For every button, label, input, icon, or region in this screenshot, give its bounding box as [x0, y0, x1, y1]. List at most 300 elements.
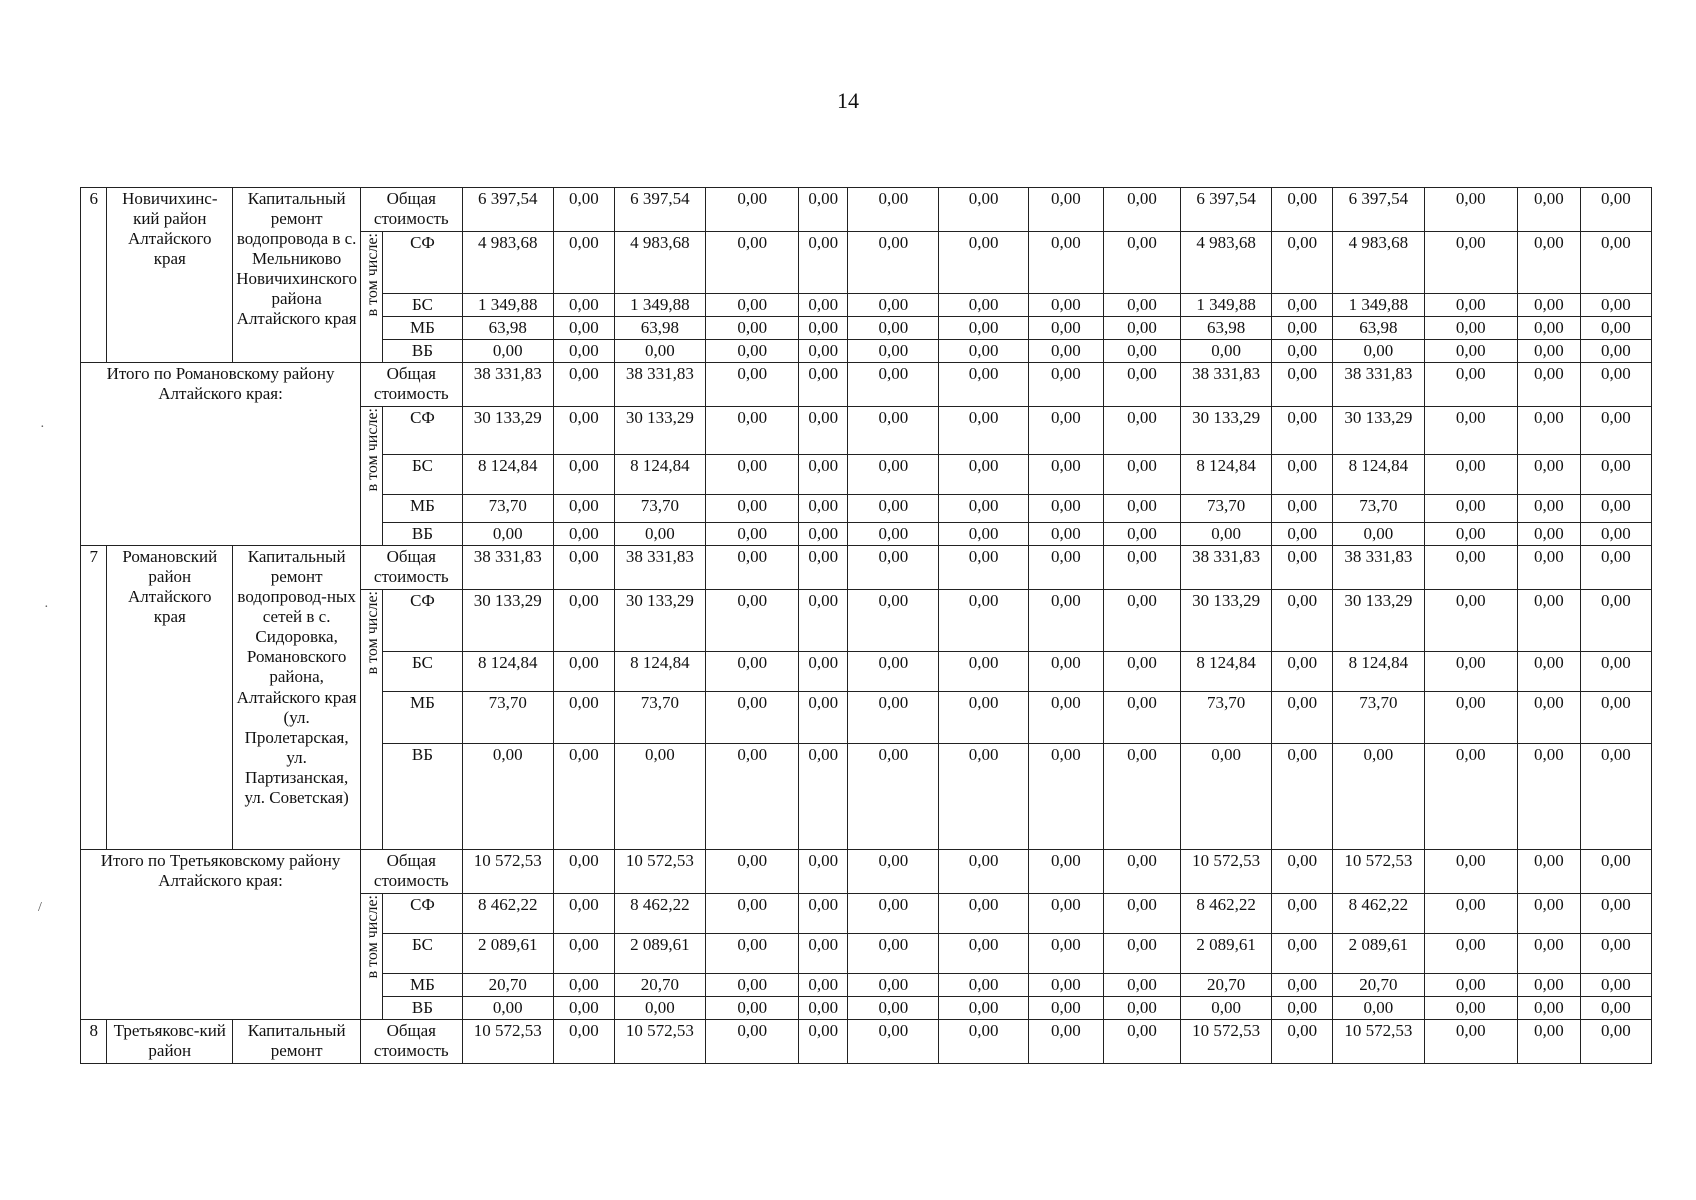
value-cell: 0,00: [1517, 407, 1580, 455]
value-cell: 0,00: [1272, 363, 1333, 407]
value-cell: 8 124,84: [462, 455, 553, 495]
value-cell: 0,00: [799, 232, 848, 294]
table-row: [81, 546, 1652, 590]
value-cell: 8 124,84: [1333, 652, 1424, 692]
value-cell: 10 572,53: [1181, 1020, 1272, 1064]
value-cell: 6 397,54: [462, 188, 553, 232]
value-cell: 0,00: [1103, 652, 1180, 692]
value-cell: 0,00: [553, 1020, 614, 1064]
cost-type: БС: [383, 294, 462, 317]
value-cell: 0,00: [553, 188, 614, 232]
value-cell: 0,00: [1580, 363, 1651, 407]
cost-type: БС: [383, 934, 462, 974]
value-cell: 30 133,29: [1181, 590, 1272, 652]
value-cell: 0,00: [1517, 997, 1580, 1020]
value-cell: 0,00: [1580, 850, 1651, 894]
value-cell: 1 349,88: [1333, 294, 1424, 317]
value-cell: 8 124,84: [462, 652, 553, 692]
value-cell: 0,00: [706, 850, 799, 894]
value-cell: 0,00: [1424, 294, 1517, 317]
value-cell: 0,00: [799, 934, 848, 974]
value-cell: 0,00: [553, 850, 614, 894]
value-cell: 0,00: [1272, 590, 1333, 652]
value-cell: 0,00: [1580, 232, 1651, 294]
value-cell: 0,00: [1103, 894, 1180, 934]
value-cell: 0,00: [553, 934, 614, 974]
value-cell: 0,00: [848, 546, 939, 590]
value-cell: 0,00: [1580, 546, 1651, 590]
value-cell: 0,00: [1424, 455, 1517, 495]
cost-type: БС: [383, 652, 462, 692]
value-cell: 0,00: [462, 523, 553, 546]
value-cell: 73,70: [462, 495, 553, 523]
value-cell: 0,00: [1028, 317, 1103, 340]
value-cell: 30 133,29: [1333, 407, 1424, 455]
value-cell: 0,00: [1517, 340, 1580, 363]
value-cell: 8 124,84: [614, 652, 705, 692]
value-cell: 0,00: [1580, 692, 1651, 744]
value-cell: 0,00: [848, 590, 939, 652]
value-cell: 0,00: [1103, 340, 1180, 363]
value-cell: 0,00: [1517, 894, 1580, 934]
in-total-text: в том числе:: [364, 233, 382, 317]
value-cell: 0,00: [1272, 294, 1333, 317]
value-cell: 0,00: [1580, 455, 1651, 495]
value-cell: 0,00: [706, 495, 799, 523]
value-cell: 0,00: [848, 652, 939, 692]
value-cell: 0,00: [799, 652, 848, 692]
value-cell: 0,00: [1103, 590, 1180, 652]
value-cell: 0,00: [799, 407, 848, 455]
value-cell: 0,00: [1424, 232, 1517, 294]
value-cell: 30 133,29: [614, 407, 705, 455]
value-cell: 4 983,68: [1333, 232, 1424, 294]
value-cell: 1 349,88: [1181, 294, 1272, 317]
value-cell: 0,00: [1272, 692, 1333, 744]
value-cell: 0,00: [1424, 523, 1517, 546]
value-cell: 0,00: [1272, 340, 1333, 363]
value-cell: 0,00: [939, 1020, 1028, 1064]
value-cell: 0,00: [799, 455, 848, 495]
value-cell: 0,00: [553, 546, 614, 590]
value-cell: 0,00: [1424, 974, 1517, 997]
value-cell: 0,00: [1103, 317, 1180, 340]
value-cell: 0,00: [848, 363, 939, 407]
value-cell: 0,00: [1424, 850, 1517, 894]
value-cell: 8 462,22: [462, 894, 553, 934]
value-cell: 30 133,29: [1333, 590, 1424, 652]
value-cell: 0,00: [1272, 317, 1333, 340]
value-cell: 0,00: [1517, 934, 1580, 974]
row-index: 7: [81, 546, 107, 850]
value-cell: 8 124,84: [1181, 455, 1272, 495]
value-cell: 1 349,88: [462, 294, 553, 317]
value-cell: 0,00: [706, 744, 799, 850]
value-cell: 0,00: [1580, 590, 1651, 652]
cost-type: Общая стоимость: [361, 546, 462, 590]
value-cell: 0,00: [553, 317, 614, 340]
value-cell: 30 133,29: [462, 590, 553, 652]
value-cell: 0,00: [939, 546, 1028, 590]
value-cell: 73,70: [462, 692, 553, 744]
value-cell: 0,00: [1272, 744, 1333, 850]
value-cell: 0,00: [848, 997, 939, 1020]
value-cell: 0,00: [1580, 407, 1651, 455]
total-label: Итого по Третьяковскому району Алтайского края:: [81, 850, 361, 1020]
table-row: [81, 363, 1652, 407]
budget-table: [80, 187, 1652, 1064]
value-cell: 0,00: [799, 974, 848, 997]
value-cell: 0,00: [553, 974, 614, 997]
value-cell: 0,00: [706, 894, 799, 934]
value-cell: 0,00: [939, 590, 1028, 652]
value-cell: 30 133,29: [614, 590, 705, 652]
value-cell: 0,00: [1103, 363, 1180, 407]
value-cell: 0,00: [939, 317, 1028, 340]
value-cell: 0,00: [1272, 894, 1333, 934]
value-cell: 0,00: [1103, 744, 1180, 850]
value-cell: 0,00: [1272, 455, 1333, 495]
value-cell: 0,00: [799, 997, 848, 1020]
value-cell: 0,00: [1424, 1020, 1517, 1064]
cost-type: СФ: [383, 407, 462, 455]
work-description: Капитальный ремонт водопровод-ных сетей в с. Сидоровка, Романовского района, Алтайского края (ул. Пролетарская, ул. Партизанская, ул. Советская): [233, 546, 361, 850]
value-cell: 0,00: [799, 317, 848, 340]
value-cell: 0,00: [939, 363, 1028, 407]
value-cell: 20,70: [614, 974, 705, 997]
value-cell: 0,00: [848, 744, 939, 850]
value-cell: 0,00: [1028, 850, 1103, 894]
value-cell: 0,00: [1028, 294, 1103, 317]
value-cell: 0,00: [1103, 934, 1180, 974]
value-cell: 0,00: [1028, 894, 1103, 934]
value-cell: 0,00: [1517, 294, 1580, 317]
value-cell: 0,00: [1028, 590, 1103, 652]
value-cell: 0,00: [848, 407, 939, 455]
work-description: Капитальный ремонт: [233, 1020, 361, 1064]
value-cell: 0,00: [1580, 294, 1651, 317]
value-cell: 0,00: [1103, 692, 1180, 744]
value-cell: 38 331,83: [1181, 363, 1272, 407]
value-cell: 0,00: [706, 974, 799, 997]
cost-type: МБ: [383, 495, 462, 523]
value-cell: 0,00: [848, 340, 939, 363]
value-cell: 8 124,84: [1333, 455, 1424, 495]
value-cell: 0,00: [1580, 317, 1651, 340]
value-cell: 0,00: [553, 232, 614, 294]
value-cell: 0,00: [1028, 363, 1103, 407]
value-cell: 0,00: [1424, 590, 1517, 652]
cost-type: СФ: [383, 894, 462, 934]
value-cell: 0,00: [1028, 692, 1103, 744]
value-cell: 0,00: [799, 850, 848, 894]
value-cell: 63,98: [462, 317, 553, 340]
value-cell: 0,00: [1580, 1020, 1651, 1064]
value-cell: 0,00: [939, 340, 1028, 363]
value-cell: 0,00: [1181, 744, 1272, 850]
value-cell: 0,00: [1272, 974, 1333, 997]
value-cell: 10 572,53: [614, 1020, 705, 1064]
value-cell: 0,00: [848, 523, 939, 546]
value-cell: 0,00: [553, 894, 614, 934]
value-cell: 0,00: [553, 455, 614, 495]
value-cell: 0,00: [1424, 340, 1517, 363]
value-cell: 0,00: [1272, 232, 1333, 294]
value-cell: 38 331,83: [1333, 546, 1424, 590]
value-cell: 0,00: [1103, 850, 1180, 894]
cost-type: МБ: [383, 974, 462, 997]
value-cell: 0,00: [1028, 1020, 1103, 1064]
value-cell: 0,00: [1272, 997, 1333, 1020]
value-cell: 0,00: [1580, 340, 1651, 363]
value-cell: 0,00: [939, 934, 1028, 974]
value-cell: 0,00: [848, 692, 939, 744]
value-cell: 2 089,61: [1181, 934, 1272, 974]
value-cell: 0,00: [553, 407, 614, 455]
value-cell: 0,00: [1028, 340, 1103, 363]
value-cell: 0,00: [1103, 294, 1180, 317]
value-cell: 0,00: [1028, 546, 1103, 590]
value-cell: 0,00: [1424, 692, 1517, 744]
scan-mark: ·: [44, 600, 49, 615]
value-cell: 0,00: [553, 340, 614, 363]
value-cell: 0,00: [1580, 523, 1651, 546]
value-cell: 0,00: [553, 652, 614, 692]
value-cell: 6 397,54: [1181, 188, 1272, 232]
value-cell: 0,00: [848, 1020, 939, 1064]
value-cell: 1 349,88: [614, 294, 705, 317]
value-cell: 0,00: [1272, 850, 1333, 894]
value-cell: 0,00: [462, 340, 553, 363]
value-cell: 0,00: [799, 188, 848, 232]
cost-type: СФ: [383, 232, 462, 294]
region-name: Романовский район Алтайского края: [107, 546, 233, 850]
value-cell: 0,00: [1028, 974, 1103, 997]
value-cell: 0,00: [553, 363, 614, 407]
value-cell: 0,00: [1103, 974, 1180, 997]
value-cell: 0,00: [1333, 997, 1424, 1020]
value-cell: 63,98: [1333, 317, 1424, 340]
value-cell: 0,00: [1028, 232, 1103, 294]
value-cell: 0,00: [799, 294, 848, 317]
value-cell: 0,00: [1333, 744, 1424, 850]
value-cell: 0,00: [1580, 188, 1651, 232]
region-name: Новичихинс-кий район Алтайского края: [107, 188, 233, 363]
value-cell: 0,00: [706, 692, 799, 744]
scan-mark: ·: [40, 420, 45, 435]
value-cell: 0,00: [706, 232, 799, 294]
value-cell: 0,00: [614, 997, 705, 1020]
value-cell: 0,00: [462, 997, 553, 1020]
value-cell: 0,00: [1580, 744, 1651, 850]
value-cell: 0,00: [1517, 850, 1580, 894]
in-total-text: в том числе:: [364, 895, 382, 979]
value-cell: 0,00: [939, 294, 1028, 317]
value-cell: 73,70: [614, 495, 705, 523]
value-cell: 63,98: [614, 317, 705, 340]
value-cell: 0,00: [1272, 407, 1333, 455]
value-cell: 0,00: [1181, 523, 1272, 546]
value-cell: 0,00: [1517, 974, 1580, 997]
value-cell: 0,00: [1103, 523, 1180, 546]
value-cell: 0,00: [939, 692, 1028, 744]
value-cell: 0,00: [1103, 1020, 1180, 1064]
value-cell: 0,00: [553, 692, 614, 744]
value-cell: 0,00: [1517, 188, 1580, 232]
value-cell: 0,00: [848, 850, 939, 894]
value-cell: 0,00: [799, 340, 848, 363]
value-cell: 0,00: [1028, 997, 1103, 1020]
value-cell: 0,00: [706, 652, 799, 692]
cost-type: ВБ: [383, 340, 462, 363]
value-cell: 73,70: [614, 692, 705, 744]
value-cell: 0,00: [1028, 652, 1103, 692]
value-cell: 0,00: [1272, 523, 1333, 546]
value-cell: 0,00: [1103, 232, 1180, 294]
value-cell: 0,00: [614, 340, 705, 363]
value-cell: 0,00: [1181, 340, 1272, 363]
cost-type: БС: [383, 455, 462, 495]
value-cell: 0,00: [1580, 894, 1651, 934]
value-cell: 10 572,53: [614, 850, 705, 894]
value-cell: 8 462,22: [1333, 894, 1424, 934]
value-cell: 0,00: [1028, 934, 1103, 974]
value-cell: 0,00: [706, 523, 799, 546]
value-cell: 0,00: [1272, 495, 1333, 523]
value-cell: 0,00: [799, 894, 848, 934]
in-total-label: [361, 894, 383, 1020]
value-cell: 0,00: [706, 340, 799, 363]
value-cell: 38 331,83: [614, 546, 705, 590]
value-cell: 0,00: [706, 997, 799, 1020]
value-cell: 0,00: [706, 1020, 799, 1064]
value-cell: 0,00: [799, 523, 848, 546]
value-cell: 0,00: [1517, 455, 1580, 495]
value-cell: 0,00: [1272, 934, 1333, 974]
value-cell: 0,00: [1580, 997, 1651, 1020]
value-cell: 0,00: [939, 997, 1028, 1020]
value-cell: 73,70: [1333, 692, 1424, 744]
value-cell: 0,00: [1333, 523, 1424, 546]
value-cell: 0,00: [1272, 188, 1333, 232]
value-cell: 0,00: [1028, 744, 1103, 850]
value-cell: 0,00: [939, 455, 1028, 495]
in-total-text: в том числе:: [364, 408, 382, 492]
value-cell: 0,00: [939, 407, 1028, 455]
value-cell: 0,00: [848, 317, 939, 340]
value-cell: 0,00: [1103, 407, 1180, 455]
value-cell: 0,00: [1424, 997, 1517, 1020]
value-cell: 0,00: [1517, 523, 1580, 546]
value-cell: 0,00: [462, 744, 553, 850]
in-total-label: [361, 407, 383, 546]
value-cell: 0,00: [1103, 455, 1180, 495]
value-cell: 0,00: [553, 495, 614, 523]
value-cell: 8 462,22: [614, 894, 705, 934]
value-cell: 0,00: [1424, 495, 1517, 523]
value-cell: 4 983,68: [614, 232, 705, 294]
value-cell: 0,00: [706, 546, 799, 590]
value-cell: 0,00: [1333, 340, 1424, 363]
value-cell: 20,70: [462, 974, 553, 997]
value-cell: 0,00: [1517, 590, 1580, 652]
value-cell: 38 331,83: [1181, 546, 1272, 590]
value-cell: 30 133,29: [1181, 407, 1272, 455]
value-cell: 0,00: [848, 495, 939, 523]
row-index: 8: [81, 1020, 107, 1064]
value-cell: 0,00: [1272, 546, 1333, 590]
value-cell: 10 572,53: [1333, 850, 1424, 894]
value-cell: 0,00: [1517, 692, 1580, 744]
value-cell: 30 133,29: [462, 407, 553, 455]
row-index: 6: [81, 188, 107, 363]
value-cell: 10 572,53: [462, 850, 553, 894]
value-cell: 0,00: [553, 294, 614, 317]
cost-type: ВБ: [383, 744, 462, 850]
value-cell: 38 331,83: [462, 363, 553, 407]
value-cell: 0,00: [1028, 495, 1103, 523]
cost-type: Общая стоимость: [361, 363, 462, 407]
value-cell: 0,00: [706, 188, 799, 232]
value-cell: 0,00: [1103, 546, 1180, 590]
value-cell: 0,00: [939, 850, 1028, 894]
value-cell: 0,00: [939, 744, 1028, 850]
cost-type: СФ: [383, 590, 462, 652]
value-cell: 0,00: [1028, 455, 1103, 495]
cost-type: Общая стоимость: [361, 850, 462, 894]
value-cell: 0,00: [939, 894, 1028, 934]
table-row: [81, 850, 1652, 894]
value-cell: 2 089,61: [462, 934, 553, 974]
value-cell: 2 089,61: [1333, 934, 1424, 974]
value-cell: 8 462,22: [1181, 894, 1272, 934]
value-cell: 0,00: [1424, 546, 1517, 590]
value-cell: 0,00: [706, 455, 799, 495]
value-cell: 0,00: [1103, 495, 1180, 523]
value-cell: 0,00: [848, 455, 939, 495]
value-cell: 0,00: [1103, 188, 1180, 232]
value-cell: 0,00: [1580, 934, 1651, 974]
value-cell: 0,00: [1517, 232, 1580, 294]
value-cell: 8 124,84: [1181, 652, 1272, 692]
value-cell: 0,00: [614, 523, 705, 546]
value-cell: 0,00: [939, 523, 1028, 546]
value-cell: 0,00: [848, 294, 939, 317]
cost-type: МБ: [383, 692, 462, 744]
value-cell: 0,00: [1028, 407, 1103, 455]
scan-mark: /: [38, 900, 42, 915]
value-cell: 73,70: [1181, 495, 1272, 523]
value-cell: 0,00: [1580, 652, 1651, 692]
region-name: Третьяковс-кий район: [107, 1020, 233, 1064]
value-cell: 0,00: [799, 363, 848, 407]
value-cell: 0,00: [553, 744, 614, 850]
value-cell: 0,00: [1424, 363, 1517, 407]
value-cell: 0,00: [1424, 317, 1517, 340]
in-total-label: [361, 590, 383, 850]
value-cell: 0,00: [706, 934, 799, 974]
value-cell: 73,70: [1181, 692, 1272, 744]
value-cell: 0,00: [1517, 495, 1580, 523]
value-cell: 20,70: [1333, 974, 1424, 997]
value-cell: 8 124,84: [614, 455, 705, 495]
value-cell: 0,00: [939, 652, 1028, 692]
cost-type: ВБ: [383, 997, 462, 1020]
value-cell: 0,00: [799, 546, 848, 590]
cost-type: ВБ: [383, 523, 462, 546]
value-cell: 0,00: [706, 407, 799, 455]
value-cell: 0,00: [553, 590, 614, 652]
